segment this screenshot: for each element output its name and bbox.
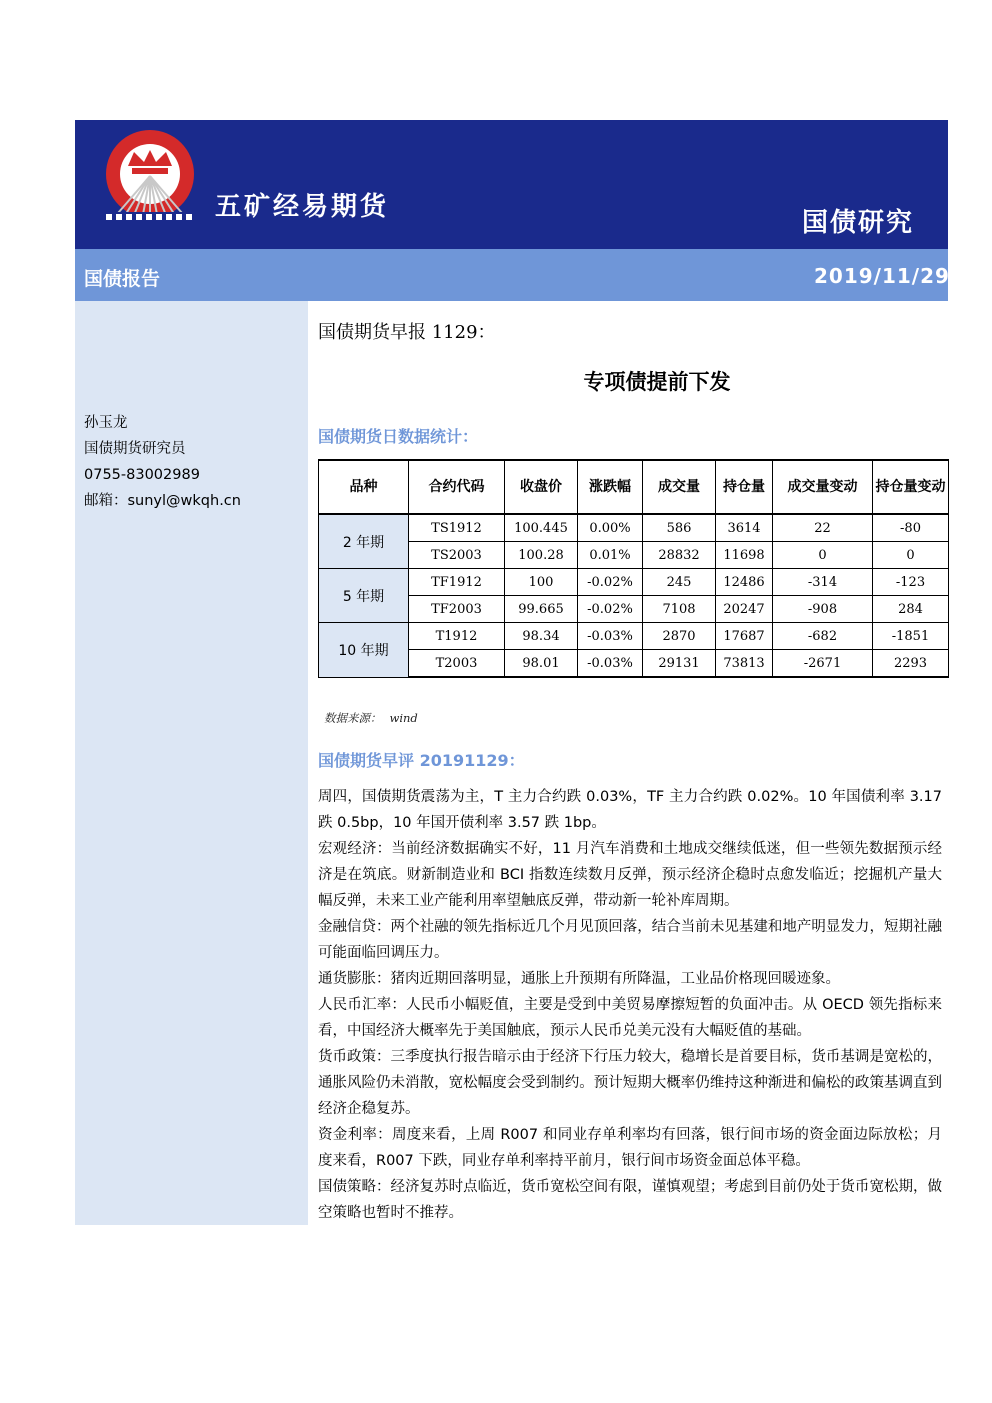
author-email: 邮箱：sunyl@wkqh.cn	[84, 493, 241, 509]
author-name: 孙玉龙	[84, 415, 128, 431]
review-body	[318, 784, 942, 1226]
review-paragraph: 金融信贷：两个社融的领先指标近几个月见顶回落，结合当前未见基建和地产明显发力，短期社融可能面临回调压力。	[318, 919, 942, 961]
author-info	[84, 410, 241, 514]
table-cell: 2870	[643, 623, 716, 650]
table-cell: -2671	[773, 650, 873, 678]
table-cell: 586	[643, 514, 716, 542]
table-cell: T1912	[409, 623, 505, 650]
review-paragraph: 资金利率：周度来看，上周 R007 和同业存单利率均有回落，银行间市场的资金面边际放松；月度来看，R007 下跌，同业存单利率持平前月，银行间市场资金面总体平稳。	[318, 1127, 942, 1169]
review-paragraph: 通货膨胀：猪肉近期回落明显，通胀上升预期有所降温，工业品价格现回暖迹象。	[318, 971, 840, 987]
table-cell: 100	[505, 569, 578, 596]
table-cell: 98.34	[505, 623, 578, 650]
table-cell: 100.445	[505, 514, 578, 542]
table-cell: -908	[773, 596, 873, 623]
column-header: 涨跌幅	[578, 460, 643, 514]
review-paragraph: 国债策略：经济复苏时点临近，货币宽松空间有限，谨慎观望；考虑到目前仍处于货币宽松期，做空策略也暂时不推荐。	[318, 1179, 942, 1221]
table-cell: TF2003	[409, 596, 505, 623]
table-cell: 100.28	[505, 542, 578, 569]
table-row	[319, 650, 949, 678]
futures-data-table	[318, 459, 949, 678]
table-cell: -314	[773, 569, 873, 596]
group-label: 5 年期	[319, 569, 409, 623]
review-paragraph: 货币政策：三季度执行报告暗示由于经济下行压力较大，稳增长是首要目标，货币基调是宽松的，通胀风险仍未消散，宽松幅度会受到制约。预计短期大概率仍维持这种渐进和偏松的政策基调直到经济企稳复苏。	[318, 1049, 942, 1117]
table-cell: -0.02%	[578, 596, 643, 623]
table-cell: -123	[873, 569, 949, 596]
table-cell: -80	[873, 514, 949, 542]
table-cell: 11698	[716, 542, 773, 569]
section-title: 国债研究	[802, 208, 915, 238]
brand-name: 五矿经易期货	[215, 192, 390, 222]
table-cell: -0.03%	[578, 650, 643, 678]
author-phone: 0755-83002989	[84, 467, 200, 483]
minmetals-logo-icon	[98, 128, 202, 226]
table-row	[319, 623, 949, 650]
table-heading: 国债期货日数据统计：	[318, 427, 479, 446]
table-cell: 29131	[643, 650, 716, 678]
source-label: 数据来源：	[324, 711, 382, 725]
table-cell: 284	[873, 596, 949, 623]
table-cell: TS1912	[409, 514, 505, 542]
table-cell: T2003	[409, 650, 505, 678]
table-cell: 2293	[873, 650, 949, 678]
review-paragraph: 人民币汇率：人民币小幅贬值，主要是受到中美贸易摩擦短暂的负面冲击。从 OECD 领先指标来看，中国经济大概率先于美国触底，预示人民币兑美元没有大幅贬值的基础。	[318, 997, 942, 1039]
column-header: 持仓量	[716, 460, 773, 514]
column-header: 收盘价	[505, 460, 578, 514]
table-cell: 0	[773, 542, 873, 569]
table-cell: 73813	[716, 650, 773, 678]
data-source	[324, 710, 418, 726]
table-cell: -0.03%	[578, 623, 643, 650]
group-label: 10 年期	[319, 623, 409, 678]
report-date: 2019/11/29	[814, 264, 950, 288]
table-cell: 22	[773, 514, 873, 542]
table-cell: -0.02%	[578, 569, 643, 596]
table-cell: 0.01%	[578, 542, 643, 569]
table-cell: -1851	[873, 623, 949, 650]
table-cell: 12486	[716, 569, 773, 596]
report-type: 国债报告	[84, 268, 161, 290]
table-cell: 7108	[643, 596, 716, 623]
table-cell: 20247	[716, 596, 773, 623]
column-header: 成交量变动	[773, 460, 873, 514]
table-row	[319, 569, 949, 596]
table-cell: TS2003	[409, 542, 505, 569]
table-cell: 0	[873, 542, 949, 569]
table-cell: TF1912	[409, 569, 505, 596]
table-cell: 98.01	[505, 650, 578, 678]
table-cell: 3614	[716, 514, 773, 542]
table-cell: 28832	[643, 542, 716, 569]
source-value: wind	[389, 711, 418, 725]
table-row	[319, 514, 949, 542]
review-paragraph: 周四，国债期货震荡为主，T 主力合约跌 0.03%，TF 主力合约跌 0.02%。10 年国债利率 3.17 跌 0.5bp，10 年国开债利率 3.57 跌 1bp。	[318, 789, 942, 831]
table-cell: 99.665	[505, 596, 578, 623]
column-header: 成交量	[643, 460, 716, 514]
table-cell: -682	[773, 623, 873, 650]
table-row	[319, 596, 949, 623]
author-title: 国债期货研究员	[84, 441, 186, 457]
column-header: 品种	[319, 460, 409, 514]
review-heading: 国债期货早评 20191129：	[318, 751, 525, 770]
column-header: 合约代码	[409, 460, 505, 514]
table-row	[319, 542, 949, 569]
doc-title: 国债期货早报 1129：	[318, 322, 496, 343]
table-cell: 17687	[716, 623, 773, 650]
column-header: 持仓量变动	[873, 460, 949, 514]
table-cell: 0.00%	[578, 514, 643, 542]
table-header-row	[319, 460, 949, 514]
review-paragraph: 宏观经济：当前经济数据确实不好，11 月汽车消费和土地成交继续低迷，但一些领先数据预示经济是在筑底。财新制造业和 BCI 指数连续数月反弹，预示经济企稳时点愈发临近；挖掘机产量大幅反弹，未来工业产能利用率望触底反弹，带动新一轮补库周期。	[318, 841, 942, 909]
group-label: 2 年期	[319, 514, 409, 569]
table-cell: 245	[643, 569, 716, 596]
headline: 专项债提前下发	[583, 370, 731, 394]
